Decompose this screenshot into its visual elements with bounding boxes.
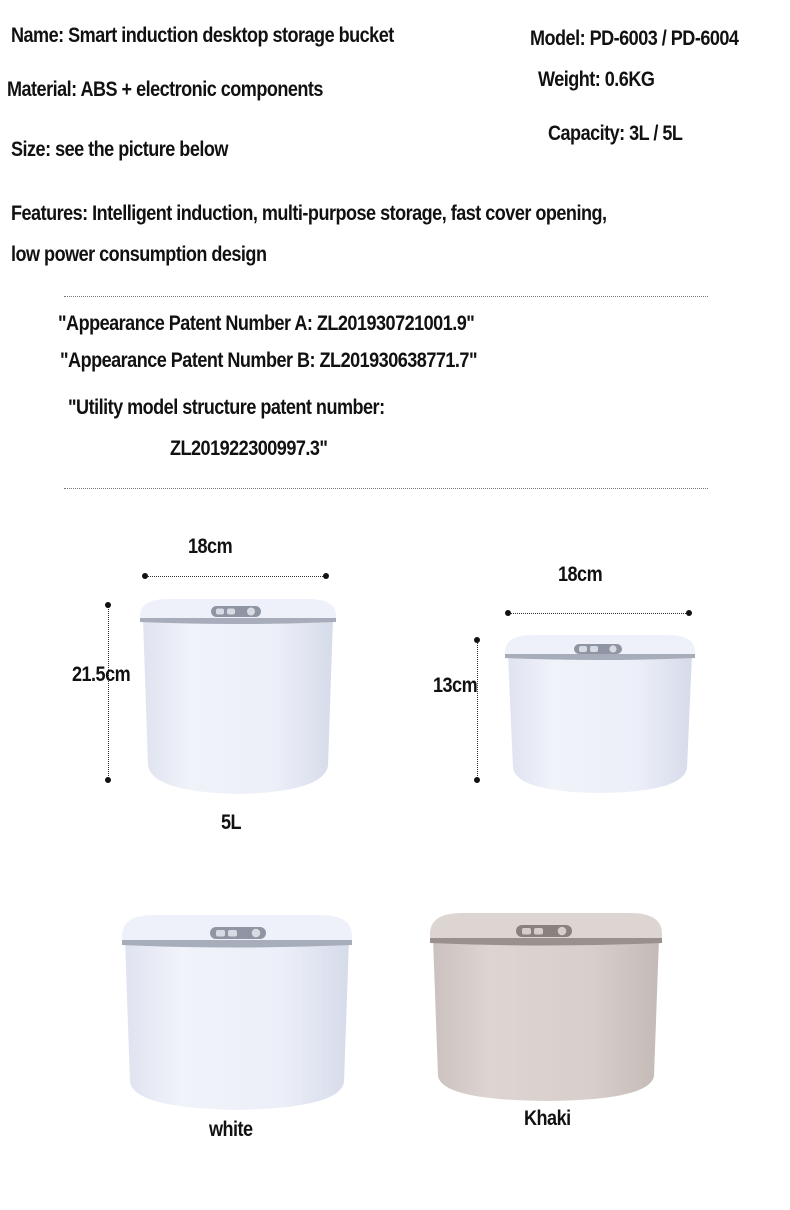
khaki-color-label: Khaki [524, 1107, 571, 1130]
large-height-dot-top [105, 602, 111, 608]
small-width-line [508, 613, 690, 614]
features-line-2: low power consumption design [11, 243, 267, 266]
small-height-dot-bottom [474, 777, 480, 783]
bin-white-image [120, 912, 354, 1112]
bin-large-5l-image [138, 596, 338, 796]
small-width-dot-right [686, 610, 692, 616]
small-height-label: 13cm [433, 674, 478, 697]
product-capacity: Capacity: 3L / 5L [548, 122, 683, 145]
patent-b: "Appearance Patent Number B: ZL201930638771.7" [60, 349, 477, 372]
bin-khaki-image [428, 910, 664, 1102]
product-size: Size: see the picture below [11, 138, 228, 161]
patent-utility-line-2: ZL201922300997.3" [170, 437, 328, 460]
large-height-line [108, 605, 109, 780]
large-width-dot-right [323, 573, 329, 579]
small-height-dot-top [474, 637, 480, 643]
large-height-label: 21.5cm [72, 663, 131, 686]
large-width-line [145, 576, 327, 577]
large-caption: 5L [221, 811, 242, 834]
product-material: Material: ABS + electronic components [7, 78, 323, 101]
bin-small-3l-image [503, 632, 697, 794]
white-color-label: white [209, 1118, 253, 1141]
divider-bottom [64, 488, 708, 489]
small-width-label: 18cm [558, 563, 603, 586]
large-width-label: 18cm [188, 535, 233, 558]
features-line-1: Features: Intelligent induction, multi-purpose storage, fast cover opening, [11, 202, 607, 225]
large-width-dot-left [142, 573, 148, 579]
patent-a: "Appearance Patent Number A: ZL201930721001.9" [58, 312, 475, 335]
large-height-dot-bottom [105, 777, 111, 783]
product-model: Model: PD-6003 / PD-6004 [530, 27, 739, 50]
product-name: Name: Smart induction desktop storage bucket [11, 24, 394, 47]
patent-utility-line-1: "Utility model structure patent number: [68, 396, 385, 419]
small-height-line [477, 640, 478, 780]
product-weight: Weight: 0.6KG [538, 68, 655, 91]
divider-top [64, 296, 708, 297]
small-width-dot-left [505, 610, 511, 616]
